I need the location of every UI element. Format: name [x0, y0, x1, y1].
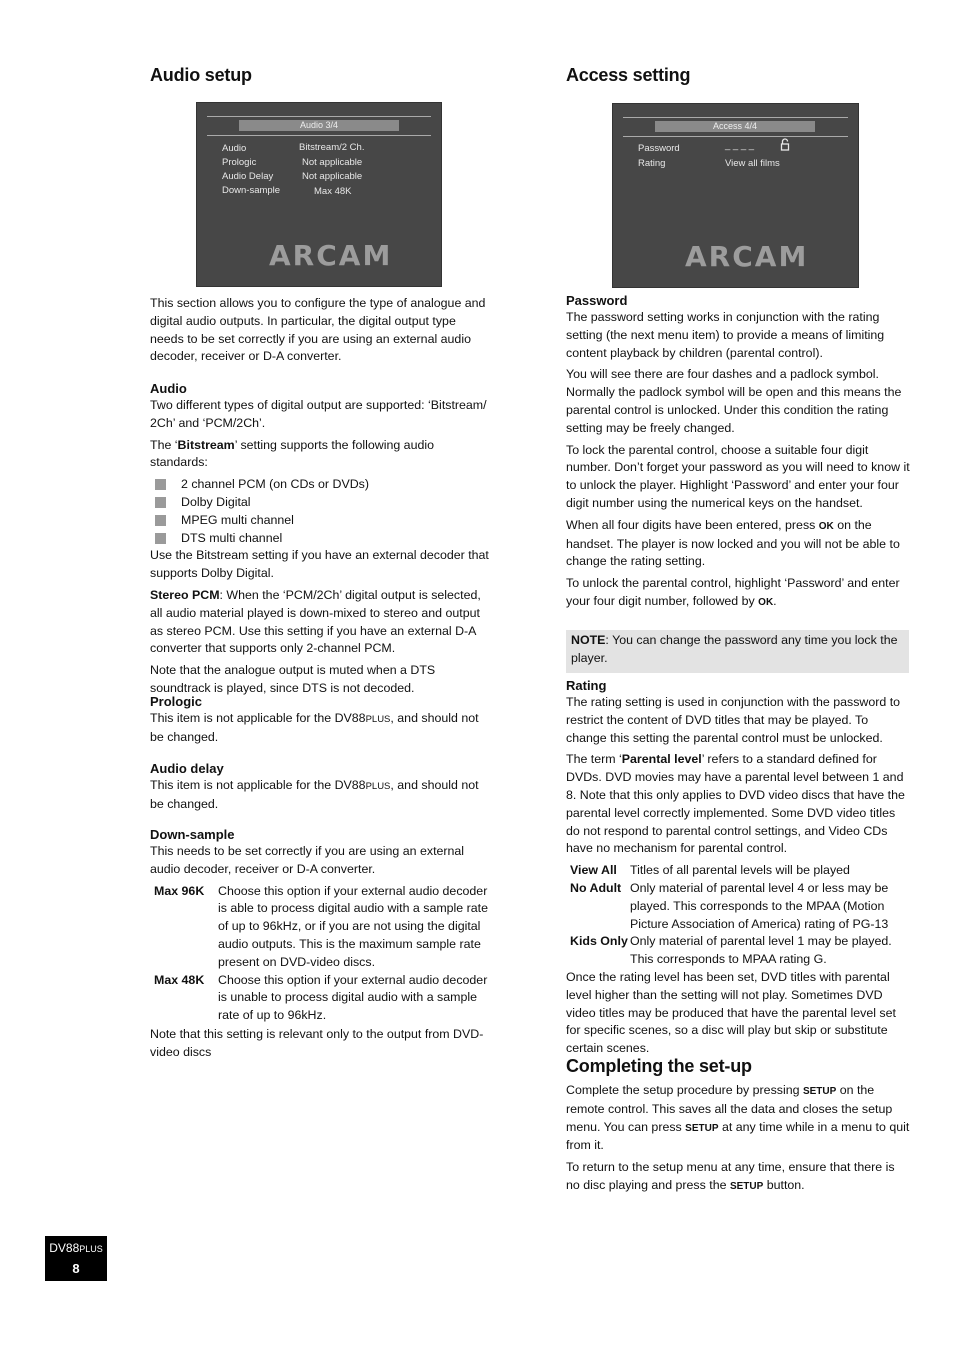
option-term: Max 96K — [154, 883, 205, 898]
page-number: 8 — [72, 1261, 80, 1276]
option-term: View All — [570, 863, 617, 878]
down-sample-options — [150, 883, 492, 1025]
screen-row-value: Max 48K — [314, 186, 352, 197]
screen-divider — [207, 135, 431, 136]
list-item: 2 channel PCM (on CDs or DVDs) — [150, 476, 492, 494]
audio-p5: Note that the analogue output is muted when a DTS soundtrack is played, since DTS is not decoded. — [150, 663, 436, 695]
rating-p1: The rating setting is used in conjunction with the password to restrict the content of DVD titles that may be played. To change this setting the parental control must be unlocked. — [566, 695, 901, 745]
option-desc: Only material of parental level 4 or less may be played. This corresponds to the MPAA (Motion Picture Association of America) rating of PG-13 — [630, 880, 889, 931]
screen-row-label: Down-sample — [222, 185, 281, 196]
prologic-heading: Prologic — [150, 694, 203, 709]
option-desc: Titles of all parental levels will be played — [630, 863, 850, 878]
screen-divider — [207, 116, 431, 117]
list-item: MPEG multi channel — [150, 512, 492, 530]
option-term: No Adult — [570, 880, 622, 895]
password-p3: To lock the parental control, choose a suitable four digit number. Don’t forget your password as you will need to know it to unlock the player. Highlight ‘Password’ and enter your four digit number using the numerical keys on the handset. — [566, 442, 910, 510]
rating-p3: Once the rating level has been set, DVD titles with parental level higher than the setting will not play. Sometimes DVD video titles may be produced that have the parental level set for specific scenes, so a disc will play but skip or substitute certain scenes. — [566, 969, 896, 1056]
screen-row-label: Password — [638, 143, 680, 154]
down-sample-heading: Down-sample — [150, 827, 235, 842]
access-menu-screen — [612, 103, 859, 288]
screen-title-bar: Access 4/4 — [655, 121, 815, 132]
note-box — [566, 630, 909, 673]
completing-heading: Completing the set-up — [566, 1056, 752, 1076]
screen-row-value: Not applicable — [302, 171, 363, 182]
list-item: DTS multi channel — [150, 530, 492, 548]
password-p1: The password setting works in conjunction with the rating setting (the next menu item) to provide a means of limiting content playback by children (parental control). — [566, 310, 885, 360]
audio-delay-heading: Audio delay — [150, 761, 224, 776]
arcam-logo: ARCAM — [269, 239, 393, 272]
model-label: DV88PLUS — [49, 1241, 103, 1255]
screen-row-value: Bitstream/2 Ch. — [299, 142, 365, 153]
audio-p1: Two different types of digital output are supported: ‘Bitstream/ 2Ch’ and ‘PCM/2Ch’. — [150, 398, 487, 430]
access-setting-heading: Access setting — [566, 65, 691, 85]
option-desc: Only material of parental level 1 may be played. This corresponds to MPAA rating G. — [630, 934, 892, 967]
page-badge — [45, 1236, 107, 1281]
password-p4: When all four digits have been entered, press OK on the handset. The player is now locked and you will not be able to change the rating setting. — [566, 517, 900, 569]
padlock-open-icon — [780, 138, 790, 154]
screen-row-label: Audio — [222, 143, 247, 154]
audio-delay-text: This item is not applicable for the DV88PLUS, and should not be changed. — [150, 778, 479, 811]
option-desc: Choose this option if your external audio decoder is able to process digital audio with a sample rate of up to 96kHz, or if you are not using the digital audio outputs. This is the maximum sample rate present on DVD-video discs. — [218, 883, 488, 969]
audio-p4: Stereo PCM: When the ‘PCM/2Ch’ digital output is selected, all audio material played is down-mixed to stereo and output as stereo PCM. Use this setting if you have an external D-A converter that supports only 2-channel PCM. — [150, 587, 481, 656]
rating-heading: Rating — [566, 678, 607, 693]
rating-options — [566, 862, 911, 969]
audio-setup-heading: Audio setup — [150, 65, 252, 85]
list-item: Dolby Digital — [150, 494, 492, 512]
screen-row-value: View all films — [725, 158, 780, 169]
note-text: NOTE: You can change the password any time you lock the player. — [571, 633, 898, 665]
rating-p2: The term ‘Parental level’ refers to a standard defined for DVDs. DVD movies may have a parental level between 1 and 8. Note that this only applies to DVD video discs that have the parental level correctly implemented. Some DVD video titles do not respond to parental control settings, and Video CDs have no mechanism for parental control. — [566, 752, 905, 856]
audio-standards-list — [150, 476, 492, 547]
screen-row-label: Rating — [638, 158, 666, 169]
option-term: Kids Only — [570, 934, 628, 949]
audio-setup-intro: This section allows you to configure the type of analogue and digital audio outputs. In particular, the digital output type needs to be set correctly if you are using an external audio decoder, receiver or D-A converter. — [150, 296, 486, 364]
down-sample-note: Note that this setting is relevant only to the output from DVD-video discs — [150, 1026, 484, 1059]
screen-row-label: Audio Delay — [222, 171, 274, 182]
audio-p2: The ‘Bitstream’ setting supports the following audio standards: — [150, 437, 434, 470]
password-heading: Password — [566, 293, 628, 308]
prologic-text: This item is not applicable for the DV88PLUS, and should not be changed. — [150, 711, 479, 744]
option-desc: Choose this option if your external audio decoder is unable to process digital audio with a sample rate of up to 96kHz. — [218, 972, 488, 1023]
option-term: Max 48K — [154, 972, 205, 987]
audio-heading: Audio — [150, 381, 187, 396]
completing-p2: To return to the setup menu at any time, ensure that there is no disc playing and press the SETUP button. — [566, 1160, 895, 1192]
screen-divider — [623, 136, 848, 137]
audio-p3: Use the Bitstream setting if you have an external decoder that supports Dolby Digital. — [150, 548, 489, 581]
completing-p1: Complete the setup procedure by pressing SETUP on the remote control. This saves all the data and closes the setup menu. You can press SETUP at any time while in a menu to quit from it. — [566, 1083, 910, 1153]
down-sample-intro: This needs to be set correctly if you are using an external audio decoder, receiver or D-A converter. — [150, 844, 465, 876]
arcam-logo: ARCAM — [685, 240, 809, 273]
screen-divider — [623, 117, 848, 118]
screen-row-value: _ _ _ _ — [725, 140, 755, 151]
audio-menu-screen — [196, 102, 442, 287]
password-p2: You will see there are four dashes and a padlock symbol. Normally the padlock symbol will be open and this means the parental control is unlocked. Under this condition the rating setting may be freely changed. — [566, 367, 902, 435]
screen-row-value: Not applicable — [302, 157, 363, 168]
screen-title-bar: Audio 3/4 — [239, 120, 399, 131]
password-p5: To unlock the parental control, highlight ‘Password’ and enter your four digit number, followed by OK. — [566, 576, 900, 608]
screen-row-label: Prologic — [222, 157, 257, 168]
